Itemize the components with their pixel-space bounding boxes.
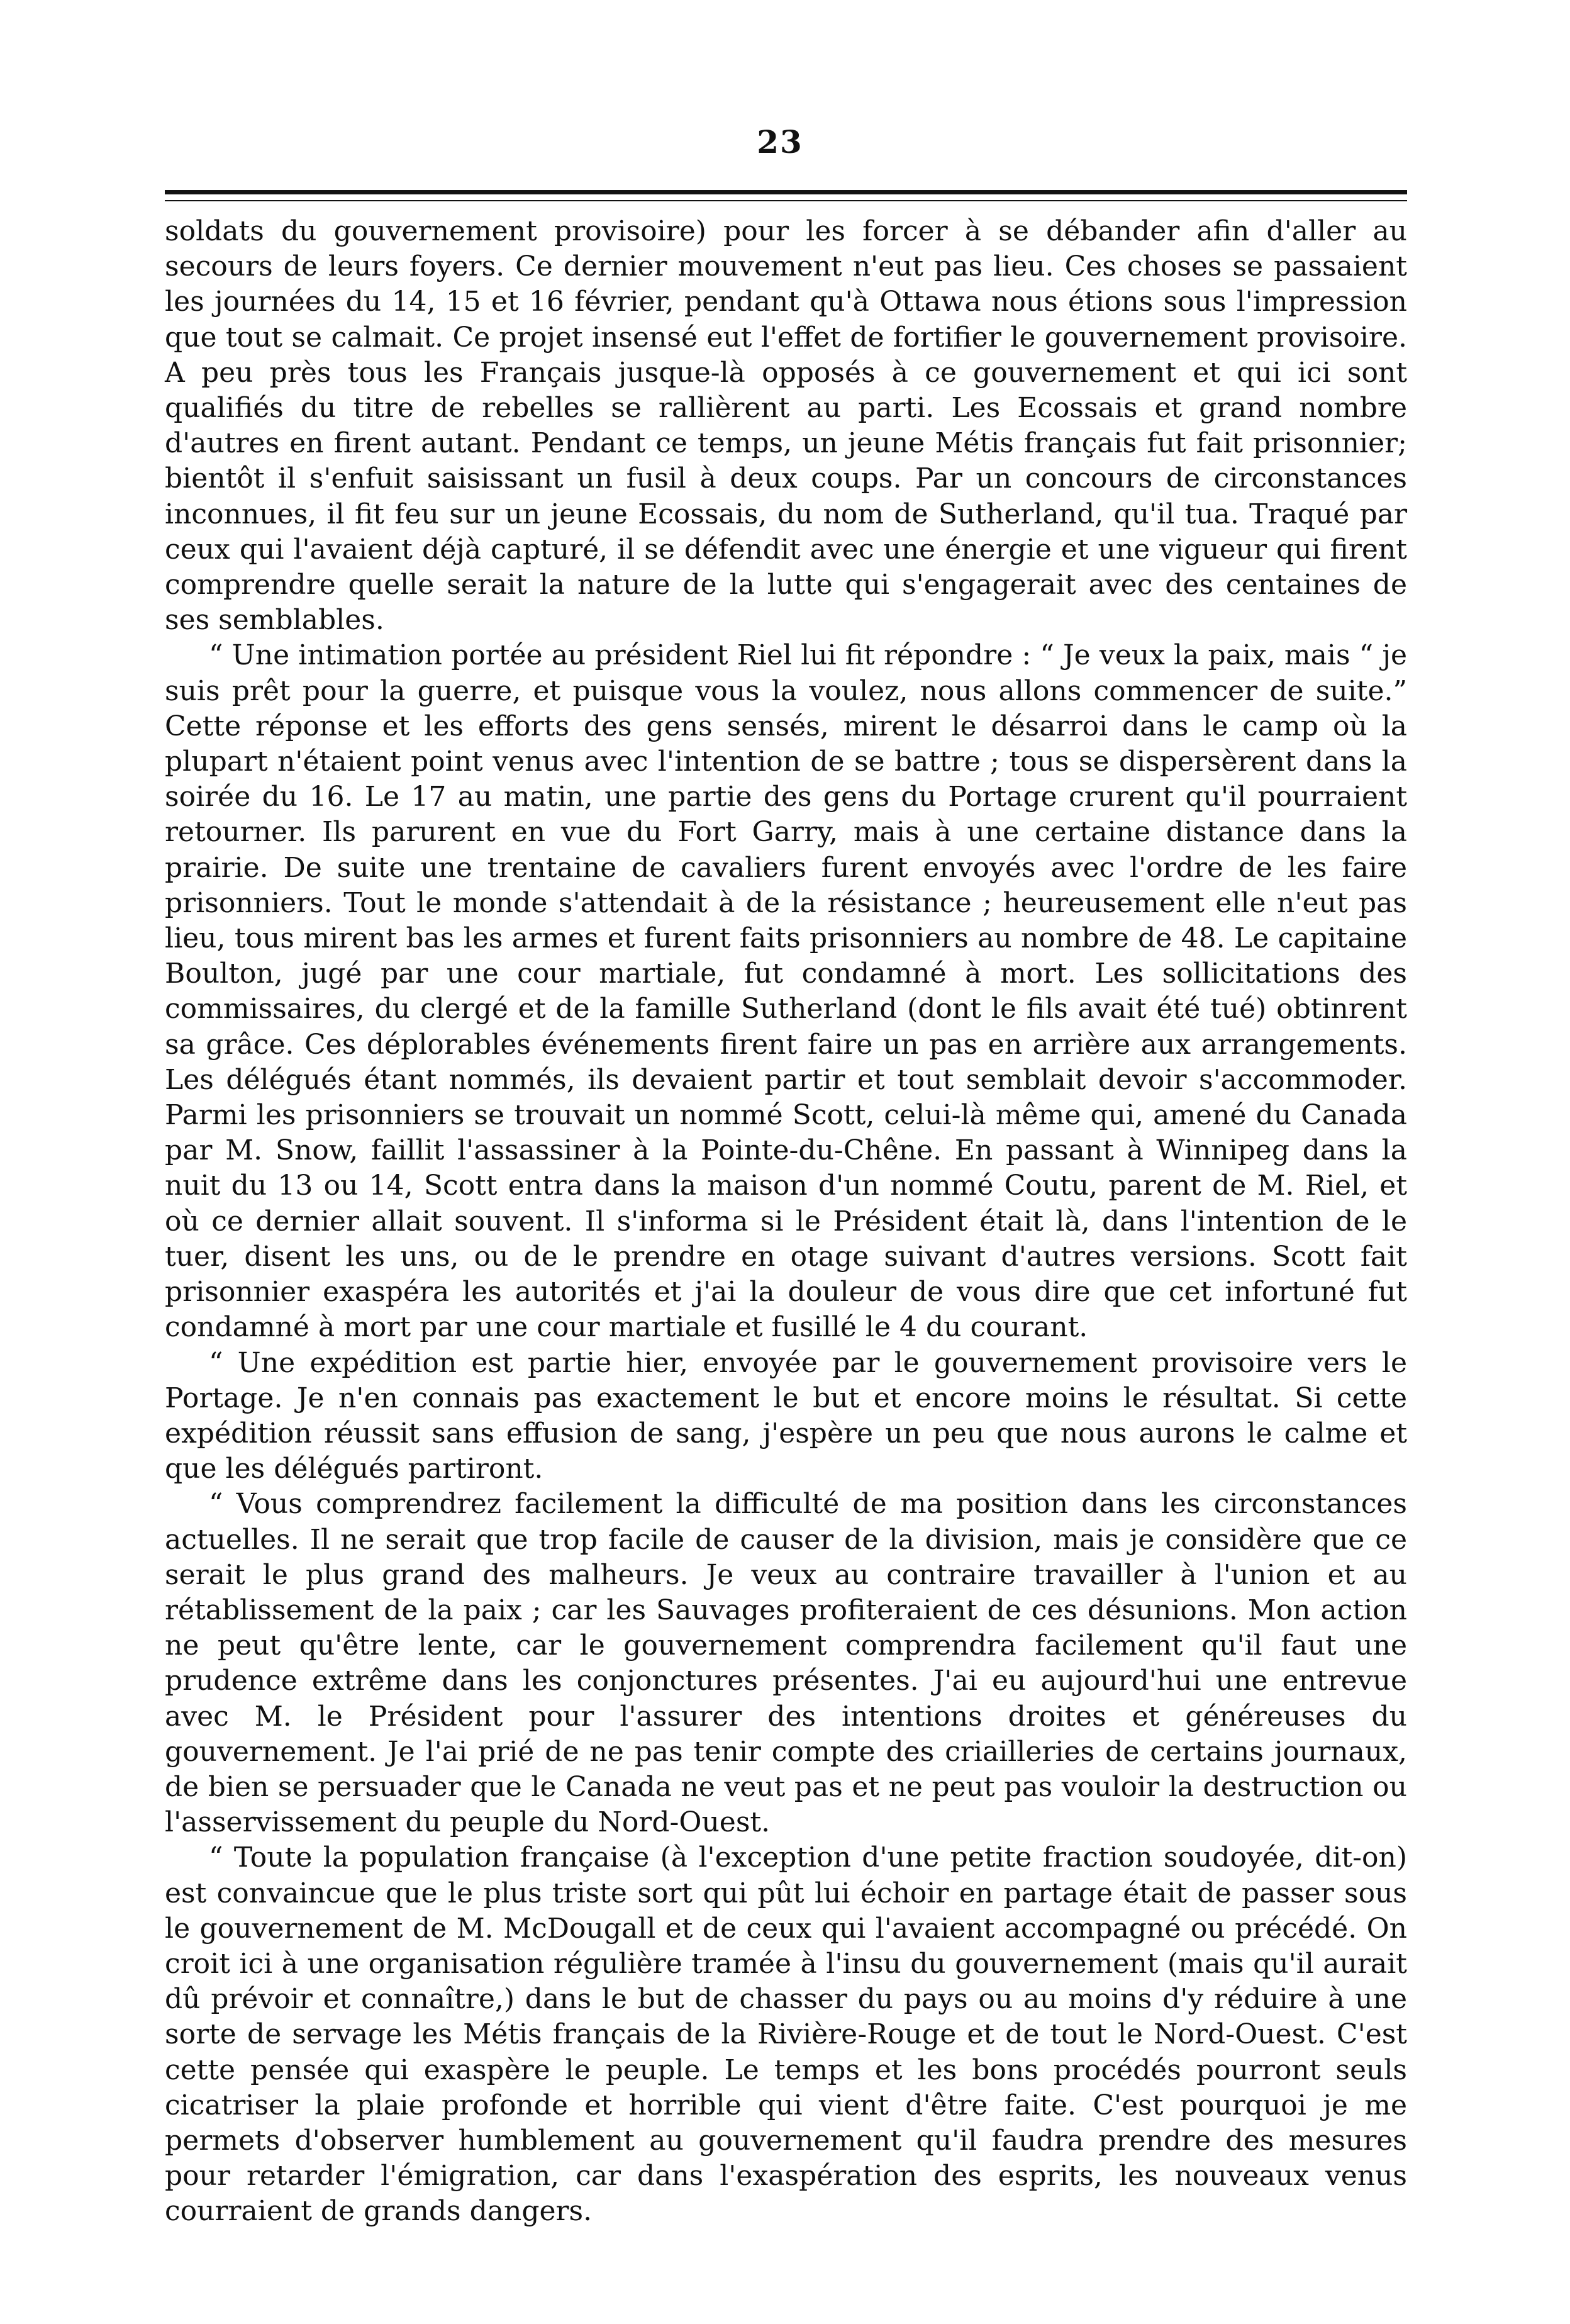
paragraph: “ Une intimation portée au président Riel lui fit répondre : “ Je veux la paix, mais “ je suis prêt pour la guerre, et puisque vous la voulez, nous allons commencer de suite.” Cette réponse et les efforts des gens sensés, mirent le désarroi dans le camp où la plupart n'étaient point venus avec l'intention de se battre ; tous se dispersèrent dans la soirée du 16. Le 17 au matin, une partie des gens du Portage crurent qu'il pourraient retourner. Ils parurent en vue du Fort Garry, mais à une certaine distance dans la prairie. De suite une trentaine de cavaliers furent envoyés avec l'ordre de les faire prisonniers. Tout le monde s'attendait à de la résistance ; heureusement elle n'eut pas lieu, tous mirent bas les armes et furent faits prisonniers au nombre de 48. Le capitaine Boulton, jugé par une cour martiale, fut condamné à mort. Les sollicitations des commissaires, du clergé et de la famille Sutherland (dont le fils avait été tué) obtinrent sa grâce. Ces déplorables événements firent faire un pas en arrière aux arrangements. Les délégués étant nommés, ils devaient partir et tout semblait devoir s'accommoder. Parmi les prisonniers se trouvait un nommé Scott, celui-là même qui, amené du Canada par M. Snow, faillit l'assassiner à la Pointe-du-Chêne. En passant à Winnipeg dans la nuit du 13 ou 14, Scott entra dans la maison d'un nommé Coutu, parent de M. Riel, et où ce dernier allait souvent. Il s'informa si le Président était là, dans l'intention de le tuer, disent les uns, ou de le prendre en otage suivant d'autres versions. Scott fait prisonnier exaspéra les autorités et j'ai la douleur de vous dire que cet infortuné fut condamné à mort par une cour martiale et fusillé le 4 du courant. [165, 639, 1407, 1344]
header-rule-thin [165, 200, 1407, 201]
paragraph: soldats du gouvernement provisoire) pour les forcer à se débander afin d'aller au secours de leurs foyers. Ce dernier mouvement n'eut pas lieu. Ces choses se passaient les journées du 14, 15 et 16 février, pendant qu'à Ottawa nous étions sous l'impression que tout se calmait. Ce projet insensé eut l'effet de fortifier le gouvernement provisoire. A peu près tous les Français jusque-là opposés à ce gouvernement et qui ici sont qualifiés du titre de rebelles se rallièrent au parti. Les Ecossais et grand nombre d'autres en firent autant. Pendant ce temps, un jeune Métis français fut fait prisonnier; bientôt il s'enfuit saisissant un fusil à deux coups. Par un concours de circonstances inconnues, il fit feu sur un jeune Ecossais, du nom de Sutherland, qu'il tua. Traqué par ceux qui l'avaient déjà capturé, il se défendit avec une énergie et une vigueur qui firent comprendre quelle serait la nature de la lutte qui s'engagerait avec des centaines de ses semblables. [165, 215, 1407, 637]
paragraph: “ Vous comprendrez facilement la difficulté de ma position dans les circonstances actuelles. Il ne serait que trop facile de causer de la division, mais je considère que ce serait le plus grand des malheurs. Je veux au contraire travailler à l'union et au rétablissement de la paix ; car les Sauvages profiteraient de ces désunions. Mon action ne peut qu'être lente, car le gouvernement comprendra facilement qu'il faut une prudence extrême dans les conjonctures présentes. J'ai eu aujourd'hui une entrevue avec M. le Président pour l'assurer des intentions droites et généreuses du gouvernement. Je l'ai prié de ne pas tenir compte des criailleries de certains journaux, de bien se persuader que le Canada ne veut pas et ne peut pas vouloir la destruction ou l'asservissement du peuple du Nord-Ouest. [165, 1488, 1407, 1839]
body-text [165, 214, 1407, 2230]
header-rule-thick [165, 190, 1407, 194]
page-number: 23 [757, 123, 803, 160]
paragraph: “ Une expédition est partie hier, envoyée par le gouvernement provisoire vers le Portage. Je n'en connais pas exactement le but et encore moins le résultat. Si cette expédition réussit sans effusion de sang, j'espère un peu que nous aurons le calme et que les délégués partiront. [165, 1346, 1407, 1485]
paragraph: “ Toute la population française (à l'exception d'une petite fraction soudoyée, dit-on) est convaincue que le plus triste sort qui pût lui échoir en partage était de passer sous le gouvernement de M. McDougall et de ceux qui l'avaient accompagné ou précédé. On croit ici à une organisation régulière tramée à l'insu du gouvernement (mais qu'il aurait dû prévoir et connaître,) dans le but de chasser du pays ou au moins d'y réduire à une sorte de servage les Métis français de la Rivière-Rouge et de tout le Nord-Ouest. C'est cette pensée qui exaspère le peuple. Le temps et les bons procédés pourront seuls cicatriser la plaie profonde et horrible qui vient d'être faite. C'est pourquoi je me permets d'observer humblement au gouvernement qu'il faudra prendre des mesures pour retarder l'émigration, car dans l'exaspération des esprits, les nouveaux venus courraient de grands dangers. [165, 1841, 1407, 2228]
